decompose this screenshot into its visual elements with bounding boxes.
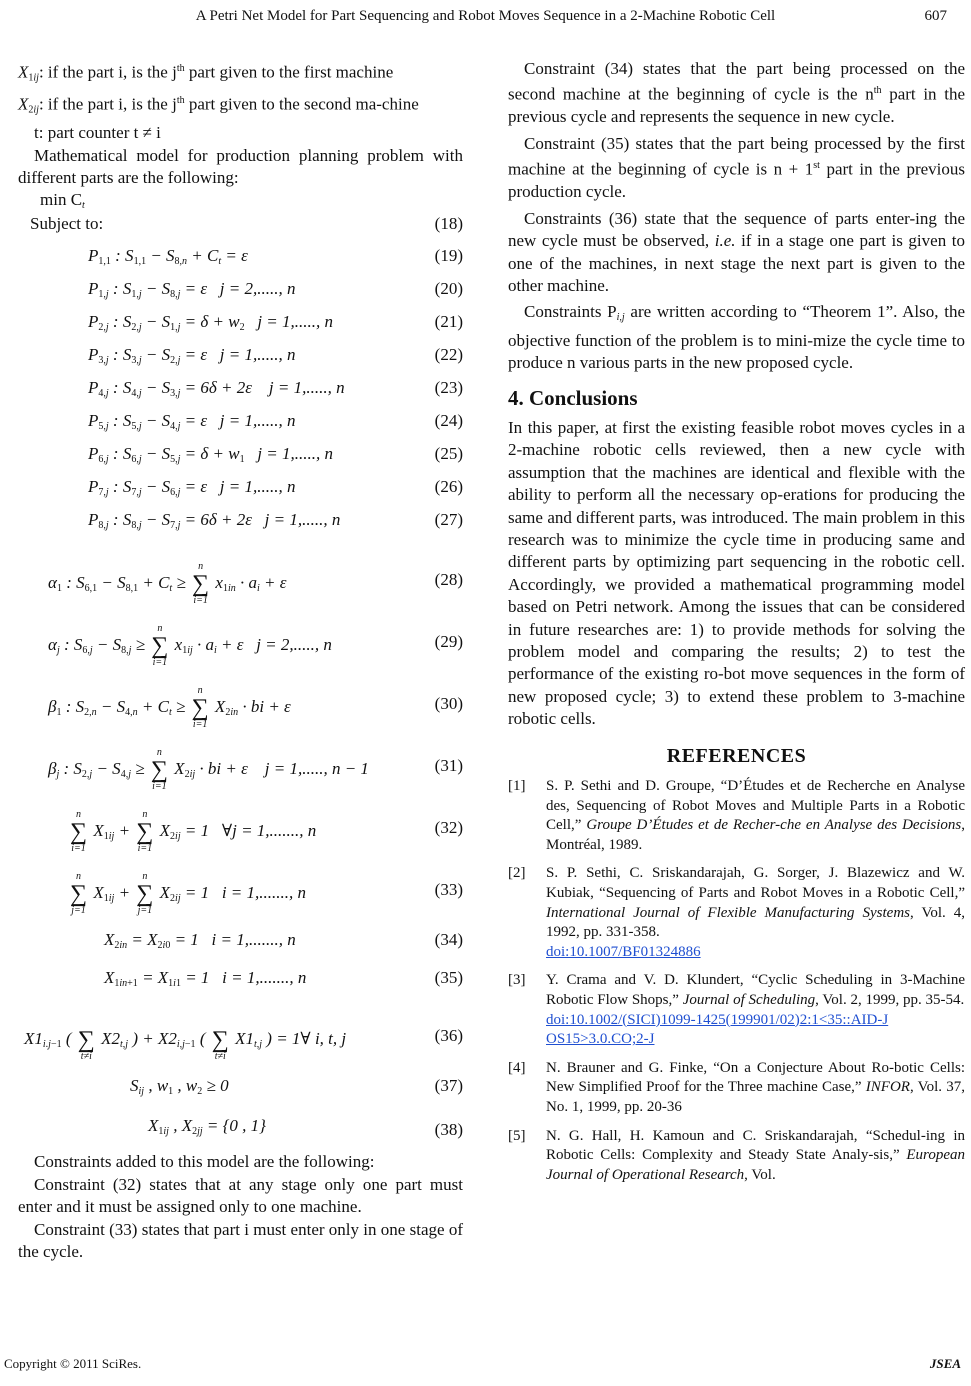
eq-number: (36)	[434, 1026, 463, 1046]
eq-number: (29)	[434, 632, 463, 652]
constraint-34-text: Constraint (34) states that the part being processed on the second machine at the beginning of cycle is the $n^{th}$ part in the previous cycle and represents the sequence in new cycle.	[508, 59, 966, 127]
equation-19: $P_{1,1}$ : $S_{1,1} - S_{8,n} + C_t = \varepsilon$ (19)	[88, 246, 463, 268]
eq-number: (30)	[434, 694, 463, 714]
equation-33: n ∑ j=1 $X_{1ij}$ + n ∑ j=1 $X_{2ij} = 1$ i = 1,......., n (33)	[70, 871, 463, 917]
reference-item: [4] N. Brauner and G. Finke, “On a Conjecture About Ro-botic Cells: New Simplified Proof for the Three machine Case,” INFOR, Vol. 37, No. 1, 1999, pp. 20-36	[508, 1059, 965, 1115]
equation-20: $P_{1,j}$ : $S_{1,j} - S_{8,j} = \varepsilon$ j = 2,....., n (20)	[88, 279, 463, 301]
constraint-36-text: Constraints (36) state that the sequence of parts enter-ing the new cycle must be observed, i.e. if in a stage one part is given to one of the machines, in next stage the next part is given to the other machine.	[508, 208, 965, 295]
eq-number: (21)	[434, 312, 463, 332]
definition-t: t: part counter t ≠ i	[34, 123, 161, 143]
reference-item: [2] S. P. Sethi, C. Sriskandarajah, G. Sorger, J. Blazewicz and W. Kubiak, “Sequencing of Parts and Robot Moves in a Robotic Cell,” International Journal of Flexible Manufacturing Systems, Vol. 4, 1992, pp. 331-358. doi:10.1007/BF01324886	[508, 864, 965, 962]
eq-number: (34)	[434, 930, 463, 950]
eq-number: (28)	[434, 570, 463, 590]
eq-number: (38)	[434, 1120, 463, 1140]
eq-number: (35)	[434, 968, 463, 988]
reference-item: [5] N. G. Hall, H. Kamoun and C. Sriskandarajah, “Schedul-ing in Robotic Cells: Complexity and Steady State Analy-sis,” European Journal of Operational Research, Vol.	[508, 1127, 965, 1183]
equation-27: $P_{8,j}$ : $S_{8,j} - S_{7,j} = 6\delta + 2\varepsilon$ j = 1,....., n (27)	[88, 510, 463, 532]
eq-number: (25)	[434, 444, 463, 464]
subject-to-row	[18, 213, 463, 239]
eq-number: (31)	[434, 756, 463, 776]
right-column	[508, 58, 965, 1194]
copyright: Copyright © 2011 SciRes.	[4, 1356, 142, 1371]
definition-x2: $X_{2ij}$: if the part i, is the $j^{th}$ part given to the second ma-chine	[18, 94, 419, 116]
subject-to: Subject to:	[30, 214, 104, 234]
equation-31: $\beta_j$ : $S_{2,j} - S_{4,j}$ ≥ n ∑ i=1 $X_{2ij}$ · bi + ε j = 1,....., n − 1 (31)	[48, 747, 463, 793]
doi-link[interactable]: doi:10.1007/BF01324886	[546, 943, 701, 960]
constraints-added: Constraints added to this model are the following:	[34, 1152, 375, 1172]
objective: $\min C_t$	[40, 190, 85, 212]
equation-35: $X_{1in+1} = X_{1i1} = 1$ i = 1,......., n (35)	[104, 968, 463, 990]
equation-29: $\alpha_j$ : $S_{6,j} - S_{8,j}$ ≥ n ∑ i=1 $x_{1ij} \cdot a_i + \varepsilon$ j = 2,....., n (29)	[48, 623, 463, 669]
equation-22: $P_{3,j}$ : $S_{3,j} - S_{2,j} = \varepsilon$ j = 1,....., n (22)	[88, 345, 463, 367]
equation-28: $\alpha_1$ : $S_{6,1} - S_{8,1} + C_t$ ≥ n ∑ i=1 $x_{1in} \cdot a_i + \varepsilon$ (28)	[48, 561, 463, 607]
section-heading: 4. Conclusions	[508, 385, 638, 410]
model-intro: Mathematical model for production planning problem with different parts are the following:	[18, 145, 463, 187]
equation-37: $S_{ij}$ , $w_1$ , $w_2 \ge 0$ (37)	[130, 1076, 463, 1098]
equation-32: n ∑ i=1 $X_{1ij}$ + n ∑ i=1 $X_{2ij} = 1$ ∀j = 1,......., n (32)	[70, 809, 463, 855]
equation-36: $X1_{i.j-1}$ ( ∑ t≠i $X2_{t,j}$ ) + $X2_{i,j-1}$ ( ∑ t≠i $X1_{t,j}$ ) = 1∀ i, t, j (36)	[24, 1026, 463, 1063]
equation-38: $X_{1ij}$ , $X_{2jj} = \{0$ , 1} (38)	[18, 1107, 463, 1151]
doi-link[interactable]: doi:10.1002/(SICI)1099-1425(199901/02)2:1<35::AID-J OS15>3.0.CO;2-J	[546, 1011, 889, 1048]
eq-number: (24)	[434, 411, 463, 431]
page-number: 607	[924, 8, 947, 24]
equation-23: $P_{4,j}$ : $S_{4,j} - S_{3,j} = 6\delta + 2\varepsilon$ j = 1,....., n (23)	[88, 378, 463, 400]
eq-number: (37)	[434, 1076, 463, 1096]
running-title: A Petri Net Model for Part Sequencing and Robot Moves Sequence in a 2-Machine Robotic Cell	[195, 8, 776, 24]
equation-21: $P_{2,j}$ : $S_{2,j} - S_{1,j} = \delta + w_2$ j = 1,....., n (21)	[88, 312, 463, 334]
constraint-33-text: Constraint (33) states that part i must enter only in one stage of the cycle.	[18, 1219, 463, 1261]
references-heading: REFERENCES	[666, 744, 807, 767]
reference-item: [3] Y. Crama and V. D. Klundert, “Cyclic Scheduling in 3-Machine Robotic Flow Shops,” Journal of Scheduling, Vol. 2, 1999, pp. 35-54. doi:10.1002/(SICI)1099-1425(199901/02)2:1<35::AID-J OS15>3.0.CO;2-J	[508, 971, 965, 1049]
objective-row	[18, 189, 463, 213]
equation-25: $P_{6,j}$ : $S_{6,j} - S_{5,j} = \delta + w_1$ j = 1,....., n (25)	[88, 444, 463, 466]
reference-item: [1] S. P. Sethi and D. Groupe, “D’Études et de Recherche en Analyse des, Sequencing of Robot Moves and Multiple Parts in a Robotic Cell,” Groupe D’Études et de Recher-che en Analyse des Decisions, Montréal, 1989.	[508, 778, 965, 853]
eq-number: (20)	[434, 279, 463, 299]
left-column	[18, 58, 463, 1263]
constraints-p-text: Constraints $P_{i,j}$ are written according to “Theorem 1”. Also, the objective function of the problem is to mini-mize the cycle time to produce n various parts in the new proposed cycle.	[508, 302, 965, 373]
conclusion-text: In this paper, at first the existing feasible robot moves cycles in a 2-machine robotic cells reviewed, then a new cycle with assumption that the machines are identical and flexible with the ability to perform all the necessary op-erations for producing the same and different parts, was introduced. The main problem in this research was to minimize the cycle time in producing same and different parts by optimizing part sequencing in the robotic cell. Accordingly, we provided a mathematical programming model based on Petri network. Among the issues that can be considered in future researches are: 1) to provide methods for solving the problem model and comparing the results; 2) to test the performance of the existing ro-bot move sequences in the form of new proposed cycle; 3) to extend these problem to 3-machine robotic cells.	[508, 418, 965, 729]
eq-number: (23)	[434, 378, 463, 398]
eq-number: (33)	[434, 880, 463, 900]
equation-24: $P_{5,j}$ : $S_{5,j} - S_{4,j} = \varepsilon$ j = 1,....., n (24)	[88, 411, 463, 433]
journal-abbrev: JSEA	[929, 1356, 961, 1371]
equation-26: $P_{7,j}$ : $S_{7,j} - S_{6,j} = \varepsilon$ j = 1,....., n (26)	[88, 477, 463, 499]
equation-34: $X_{2in} = X_{2i0} = 1$ i = 1,......., n (34)	[104, 930, 463, 952]
eq-number: (18)	[434, 214, 463, 234]
definition-x1: $X_{1ij}$: if the part i, is the $j^{th}$ part given to the first machine	[18, 62, 394, 84]
reference-list	[508, 777, 965, 1185]
page-header	[0, 8, 971, 38]
eq-number: (26)	[434, 477, 463, 497]
equation-30: $\beta_1$ : $S_{2,n} - S_{4,n} + C_t$ ≥ n ∑ i=1 $X_{2in}$ · bi + ε (30)	[48, 685, 463, 731]
eq-number: (27)	[434, 510, 463, 530]
constraint-32-text: Constraint (32) states that at any stage only one part must enter and it must be assigned only to one machine.	[18, 1174, 463, 1217]
eq-number: (19)	[434, 246, 463, 266]
eq-number: (32)	[434, 818, 463, 838]
eq-number: (22)	[434, 345, 463, 365]
constraint-35-text: Constraint (35) states that the part being processed by the first machine at the beginning of cycle is n + 1st part in the previous production cycle.	[508, 133, 965, 202]
